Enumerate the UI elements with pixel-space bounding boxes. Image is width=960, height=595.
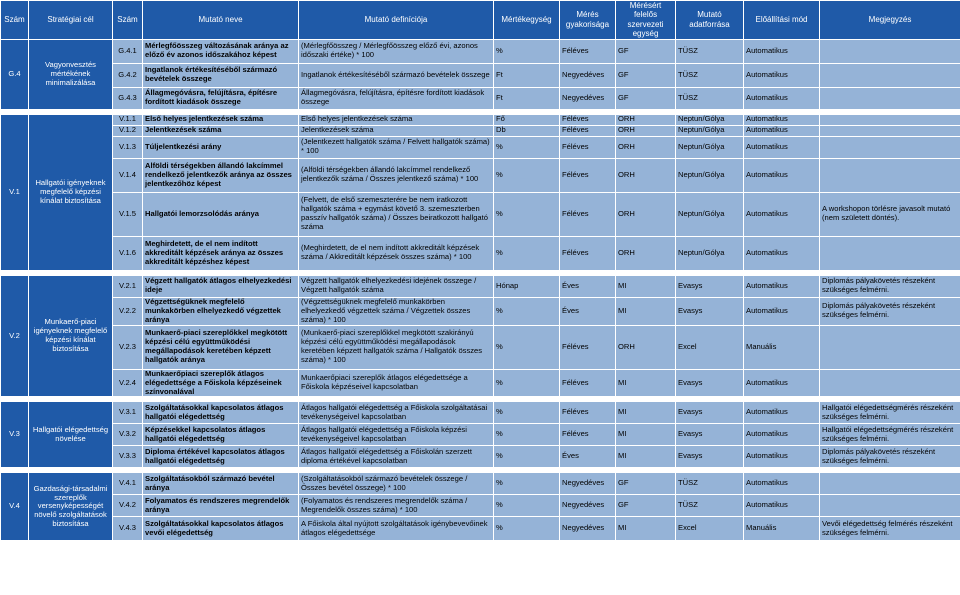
goal-number: V.3: [1, 402, 29, 468]
indicator-note: Diplomás pályakövetés részeként szükséges felmérni.: [820, 446, 960, 468]
strategic-goal: Hallgatói igényeknek megfelelő képzési kínálat biztosítása: [29, 114, 113, 270]
indicator-name: Folyamatos és rendszeres megrendelők aránya: [143, 495, 299, 517]
table-row: [1, 424, 960, 446]
indicator-name: Diploma értékével kapcsolatos átlagos hallgatói elégedettség: [143, 446, 299, 468]
table-row: [1, 473, 960, 495]
indicator-number: V.4.1: [113, 473, 143, 495]
indicator-definition: Állagmegóvásra, felújításra, építésre fordított kiadások összege: [299, 87, 494, 109]
col-header: Mérés gyakorisága: [560, 1, 616, 40]
indicator-responsible: MI: [616, 275, 676, 297]
indicator-unit: %: [494, 158, 560, 192]
indicator-definition: (Meghirdetett, de el nem indított akkreditált képzések száma / Akkreditált képzések összes száma) * 100: [299, 236, 494, 270]
table-row: [1, 39, 960, 63]
indicator-name: Hallgatói lemorzsolódás aránya: [143, 192, 299, 236]
indicator-unit: %: [494, 136, 560, 158]
indicator-name: Szolgáltatásokkal kapcsolatos átlagos hallgatói elégedettség: [143, 402, 299, 424]
indicator-mode: Automatikus: [744, 297, 820, 325]
col-header: Mutató adatforrása: [676, 1, 744, 40]
indicator-number: V.1.3: [113, 136, 143, 158]
indicator-frequency: Féléves: [560, 158, 616, 192]
header-row: [1, 1, 960, 40]
indicator-note: [820, 136, 960, 158]
table-row: [1, 158, 960, 192]
col-header: Megjegyzés: [820, 1, 960, 40]
strategic-goal: Vagyonvesztés mértékének minimalizálása: [29, 39, 113, 109]
indicator-unit: %: [494, 495, 560, 517]
indicator-mode: Automatikus: [744, 192, 820, 236]
indicator-source: Evasys: [676, 424, 744, 446]
indicator-mode: Automatikus: [744, 236, 820, 270]
indicator-mode: Automatikus: [744, 63, 820, 87]
indicator-frequency: Éves: [560, 275, 616, 297]
indicator-name: Túljelentkezési arány: [143, 136, 299, 158]
col-header: Stratégiai cél: [29, 1, 113, 40]
indicator-source: TÜSZ: [676, 87, 744, 109]
indicator-frequency: Negyedéves: [560, 517, 616, 541]
indicator-note: Hallgatói elégedettségmérés részeként szükséges felmérni.: [820, 424, 960, 446]
indicator-number: V.3.1: [113, 402, 143, 424]
indicator-note: [820, 125, 960, 136]
indicator-responsible: ORH: [616, 114, 676, 125]
indicator-note: A workshopon törlésre javasolt mutató (nem született döntés).: [820, 192, 960, 236]
indicator-note: [820, 473, 960, 495]
indicator-frequency: Féléves: [560, 325, 616, 369]
indicator-number: G.4.2: [113, 63, 143, 87]
strategic-goal: Munkaerő-piaci igényeknek megfelelő képzési kínálat biztosítása: [29, 275, 113, 397]
table-row: [1, 446, 960, 468]
indicator-responsible: MI: [616, 297, 676, 325]
indicator-name: Első helyes jelentkezések száma: [143, 114, 299, 125]
indicator-name: Alföldi térségekben állandó lakcímmel rendelkező jelentkezők aránya az összes jelentkezőhöz képest: [143, 158, 299, 192]
indicator-name: Meghirdetett, de el nem indított akkreditált képzések aránya az összes akkreditált képzéshez képest: [143, 236, 299, 270]
indicator-definition: (Alföldi térségekben állandó lakcímmel rendelkező jelentkezők száma / Összes jelentkező száma) * 100: [299, 158, 494, 192]
indicator-source: Excel: [676, 517, 744, 541]
indicator-name: Jelentkezések száma: [143, 125, 299, 136]
indicator-unit: %: [494, 297, 560, 325]
indicator-unit: %: [494, 192, 560, 236]
indicator-name: Végzett hallgatók átlagos elhelyezkedési ideje: [143, 275, 299, 297]
indicator-name: Szolgáltatásokkal kapcsolatos átlagos vevői elégedettség: [143, 517, 299, 541]
table-row: [1, 402, 960, 424]
indicator-unit: Fő: [494, 114, 560, 125]
indicator-definition: Átlagos hallgatói elégedettség a Főiskola szolgáltatásai tevékenységeivel kapcsolatban: [299, 402, 494, 424]
indicator-unit: Ft: [494, 87, 560, 109]
indicator-source: Evasys: [676, 297, 744, 325]
indicator-definition: Átlagos hallgatói elégedettség a Főiskola képzési tevékenységeivel kapcsolatban: [299, 424, 494, 446]
indicator-number: V.4.3: [113, 517, 143, 541]
indicator-definition: Ingatlanok értékesítéséből származó bevételek összege: [299, 63, 494, 87]
indicator-unit: %: [494, 424, 560, 446]
indicator-unit: Db: [494, 125, 560, 136]
indicator-number: V.4.2: [113, 495, 143, 517]
indicator-unit: %: [494, 517, 560, 541]
table-row: [1, 114, 960, 125]
table-row: [1, 192, 960, 236]
indicator-note: Diplomás pályakövetés részeként szükséges felmérni.: [820, 297, 960, 325]
indicator-source: Neptun/Gólya: [676, 114, 744, 125]
indicator-note: [820, 114, 960, 125]
table-row: [1, 495, 960, 517]
indicator-definition: Munkaerőpiaci szereplők átlagos elégedettsége a Főiskola képzéseivel kapcsolatban: [299, 369, 494, 397]
indicator-source: Evasys: [676, 369, 744, 397]
table-row: [1, 325, 960, 369]
indicator-responsible: MI: [616, 424, 676, 446]
indicator-mode: Automatikus: [744, 446, 820, 468]
indicator-name: Állagmegóvásra, felújításra, építésre fordított kiadások összege: [143, 87, 299, 109]
indicator-note: [820, 63, 960, 87]
indicator-number: V.1.1: [113, 114, 143, 125]
indicator-frequency: Éves: [560, 446, 616, 468]
indicator-unit: %: [494, 402, 560, 424]
indicator-source: Neptun/Gólya: [676, 236, 744, 270]
indicator-name: Ingatlanok értékesítéséből származó bevételek összege: [143, 63, 299, 87]
indicator-mode: Automatikus: [744, 39, 820, 63]
indicator-source: Excel: [676, 325, 744, 369]
col-header: Szám: [113, 1, 143, 40]
indicator-note: [820, 369, 960, 397]
indicator-frequency: Féléves: [560, 369, 616, 397]
indicator-mode: Manuális: [744, 325, 820, 369]
indicator-number: V.1.4: [113, 158, 143, 192]
indicator-frequency: Negyedéves: [560, 63, 616, 87]
indicator-source: Evasys: [676, 446, 744, 468]
indicator-mode: Automatikus: [744, 275, 820, 297]
indicator-mode: Automatikus: [744, 402, 820, 424]
indicator-unit: %: [494, 39, 560, 63]
table-row: [1, 297, 960, 325]
indicator-frequency: Féléves: [560, 125, 616, 136]
strategic-goal: Gazdasági-társadalmi szereplők versenyképességét növelő szolgáltatások biztosítása: [29, 473, 113, 541]
indicator-responsible: GF: [616, 495, 676, 517]
indicator-unit: %: [494, 325, 560, 369]
indicator-definition: Első helyes jelentkezések száma: [299, 114, 494, 125]
table-row: [1, 87, 960, 109]
indicator-unit: Hónap: [494, 275, 560, 297]
indicator-responsible: ORH: [616, 136, 676, 158]
indicator-note: [820, 236, 960, 270]
indicator-definition: (Jelentkezett hallgatók száma / Felvett hallgatók száma) * 100: [299, 136, 494, 158]
indicator-note: [820, 87, 960, 109]
indicator-responsible: ORH: [616, 192, 676, 236]
col-header: Szám: [1, 1, 29, 40]
indicator-responsible: GF: [616, 87, 676, 109]
goal-number: V.1: [1, 114, 29, 270]
indicator-responsible: MI: [616, 402, 676, 424]
indicator-source: TÜSZ: [676, 473, 744, 495]
col-header: Mutató definíciója: [299, 1, 494, 40]
indicator-mode: Automatikus: [744, 136, 820, 158]
indicator-mode: Automatikus: [744, 424, 820, 446]
indicator-frequency: Negyedéves: [560, 495, 616, 517]
indicator-responsible: MI: [616, 446, 676, 468]
indicator-responsible: ORH: [616, 125, 676, 136]
col-header: Mérésért felelős szervezeti egység: [616, 1, 676, 40]
indicator-mode: Automatikus: [744, 369, 820, 397]
indicator-definition: (Felvett, de első szemeszterére be nem iratkozott hallgatók száma + egymást követő 3. szemeszterben passzív hallgatók száma) / Összes beiratkozott hallgató száma: [299, 192, 494, 236]
indicator-frequency: Negyedéves: [560, 87, 616, 109]
goal-number: V.4: [1, 473, 29, 541]
indicator-definition: Jelentkezések száma: [299, 125, 494, 136]
indicator-unit: %: [494, 446, 560, 468]
table-row: [1, 63, 960, 87]
indicator-name: Mérlegfőösszeg változásának aránya az előző év azonos időszakához képest: [143, 39, 299, 63]
indicator-frequency: Féléves: [560, 402, 616, 424]
indicator-source: Evasys: [676, 275, 744, 297]
indicator-responsible: ORH: [616, 325, 676, 369]
indicator-mode: Automatikus: [744, 473, 820, 495]
indicator-source: Neptun/Gólya: [676, 192, 744, 236]
table-row: [1, 517, 960, 541]
indicator-frequency: Féléves: [560, 192, 616, 236]
indicator-note: [820, 325, 960, 369]
indicator-mode: Automatikus: [744, 114, 820, 125]
strategic-goal: Hallgatói elégedettség növelése: [29, 402, 113, 468]
indicator-frequency: Féléves: [560, 136, 616, 158]
indicator-definition: Átlagos hallgatói elégedettség a Főiskolán szerzett diploma értékével kapcsolatban: [299, 446, 494, 468]
indicator-number: V.3.3: [113, 446, 143, 468]
indicator-definition: (Végzettségüknek megfelelő munkakörben elhelyezkedő végzettek száma / Végzettek összes száma) * 100: [299, 297, 494, 325]
indicator-unit: %: [494, 369, 560, 397]
indicator-mode: Automatikus: [744, 125, 820, 136]
table-row: [1, 136, 960, 158]
indicator-source: TÜSZ: [676, 63, 744, 87]
indicator-source: Neptun/Gólya: [676, 125, 744, 136]
indicator-responsible: MI: [616, 517, 676, 541]
indicator-definition: A Főiskola által nyújtott szolgáltatások igénybevevőinek átlagos elégedettsége: [299, 517, 494, 541]
indicator-source: TÜSZ: [676, 495, 744, 517]
indicator-source: TÜSZ: [676, 39, 744, 63]
indicator-number: V.2.3: [113, 325, 143, 369]
col-header: Mutató neve: [143, 1, 299, 40]
indicator-source: Evasys: [676, 402, 744, 424]
indicator-responsible: GF: [616, 63, 676, 87]
indicator-note: [820, 158, 960, 192]
indicator-note: [820, 39, 960, 63]
col-header: Mértékegység: [494, 1, 560, 40]
indicator-unit: Ft: [494, 63, 560, 87]
indicator-responsible: MI: [616, 369, 676, 397]
indicator-unit: %: [494, 236, 560, 270]
indicator-mode: Manuális: [744, 517, 820, 541]
indicator-responsible: ORH: [616, 236, 676, 270]
table-row: [1, 236, 960, 270]
indicator-responsible: GF: [616, 39, 676, 63]
indicator-definition: (Szolgáltatásokból származó bevételek összege / Összes bevétel összege) * 100: [299, 473, 494, 495]
indicator-name: Szolgáltatásokból származó bevétel aránya: [143, 473, 299, 495]
indicator-responsible: ORH: [616, 158, 676, 192]
indicator-name: Munkaerőpiaci szereplők átlagos elégedettsége a Főiskola képzéseinek színvonalával: [143, 369, 299, 397]
col-header: Előállítási mód: [744, 1, 820, 40]
indicator-frequency: Féléves: [560, 236, 616, 270]
goal-number: V.2: [1, 275, 29, 397]
indicator-number: V.2.4: [113, 369, 143, 397]
indicator-note: [820, 495, 960, 517]
indicator-unit: %: [494, 473, 560, 495]
goal-number: G.4: [1, 39, 29, 109]
indicator-mode: Automatikus: [744, 495, 820, 517]
table-row: [1, 275, 960, 297]
indicator-number: V.2.1: [113, 275, 143, 297]
indicator-number: V.1.6: [113, 236, 143, 270]
indicator-name: Képzésekkel kapcsolatos átlagos hallgatói elégedettség: [143, 424, 299, 446]
indicator-note: Hallgatói elégedettségmérés részeként szükséges felmérni.: [820, 402, 960, 424]
indicator-definition: (Munkaerő-piaci szereplőkkel megkötött szakirányú képzési célú együttműködési megállapodások keretében képzett hallgatók száma / Hallgatók összes száma) * 100: [299, 325, 494, 369]
indicator-note: Vevői elégedettség felmérés részeként szükséges felmérni.: [820, 517, 960, 541]
indicator-number: G.4.1: [113, 39, 143, 63]
indicator-responsible: GF: [616, 473, 676, 495]
table-body: [1, 39, 960, 541]
indicator-source: Neptun/Gólya: [676, 158, 744, 192]
table-row: [1, 125, 960, 136]
indicator-frequency: Féléves: [560, 424, 616, 446]
indicator-note: Diplomás pályakövetés részeként szükséges felmérni.: [820, 275, 960, 297]
indicator-frequency: Negyedéves: [560, 473, 616, 495]
indicator-frequency: Éves: [560, 297, 616, 325]
indicator-number: G.4.3: [113, 87, 143, 109]
indicator-frequency: Féléves: [560, 39, 616, 63]
indicator-source: Neptun/Gólya: [676, 136, 744, 158]
indicator-definition: (Mérlegfőösszeg / Mérlegfőösszeg előző évi, azonos időszaki értéke) * 100: [299, 39, 494, 63]
table-row: [1, 369, 960, 397]
indicator-number: V.1.2: [113, 125, 143, 136]
indicator-frequency: Féléves: [560, 114, 616, 125]
indicator-name: Munkaerő-piaci szereplőkkel megkötött képzési célú együttműködési megállapodások keretében képzett hallgatók aránya: [143, 325, 299, 369]
indicator-number: V.2.2: [113, 297, 143, 325]
indicator-definition: Végzett hallgatók elhelyezkedési idejének összege / Végzett hallgatók száma: [299, 275, 494, 297]
indicator-number: V.1.5: [113, 192, 143, 236]
indicator-mode: Automatikus: [744, 158, 820, 192]
indicator-definition: (Folyamatos és rendszeres megrendelők száma / Megrendelők összes száma) * 100: [299, 495, 494, 517]
indicator-number: V.3.2: [113, 424, 143, 446]
indicator-mode: Automatikus: [744, 87, 820, 109]
indicator-name: Végzettségüknek megfelelő munkakörben elhelyezkedő végzettek aránya: [143, 297, 299, 325]
